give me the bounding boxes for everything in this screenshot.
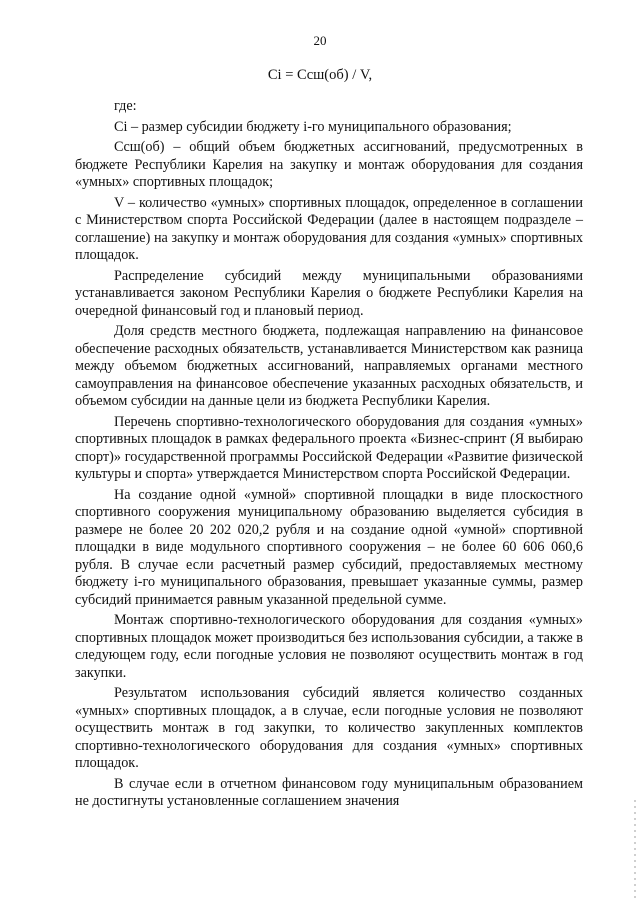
paragraph-where: где: bbox=[114, 98, 137, 114]
paragraph-result: Результатом использования субсидий является количество созданных «умных» спортивных площадок, а в случае, если погодные условия не позволяют осуществить монтаж в год закупки, то количество закупленных комплектов спортивно-технологического оборудования для создания «умных» спортивных площадок. bbox=[75, 685, 583, 771]
paragraph-ci-definition: Ci – размер субсидии бюджету i-го муниципального образования; bbox=[114, 118, 512, 135]
paragraph-csh-definition: Ccш(об) – общий объем бюджетных ассигнований, предусмотренных в бюджете Республики Карелия на закупку и монтаж оборудования для создания «умных» спортивных площадок; bbox=[75, 139, 583, 190]
paragraph-v-definition: V – количество «умных» спортивных площадок, определенное в соглашении с Министерством спорта Российской Федерации (далее в настоящем подразделе – соглашение) на закупку и монтаж оборудования для создания «умных» спортивных площадок. bbox=[75, 194, 583, 263]
page-number: 20 bbox=[313, 33, 327, 48]
paragraph-installation: Монтаж спортивно-технологического оборудования для создания «умных» спортивных площадок может производиться без использования субсидии, а также в следующем году, если погодные условия не позволяют осуществить монтаж в год закупки. bbox=[75, 612, 583, 681]
scan-edge-mark bbox=[634, 800, 636, 900]
subsidy-formula: Ci = Ccш(об) / V, bbox=[267, 67, 373, 83]
paragraph-distribution: Распределение субсидий между муниципальными образованиями устанавливается законом Республики Карелия о бюджете Республики Карелия на очередной финансовый год и плановый период. bbox=[75, 267, 583, 319]
paragraph-subsidy-amounts: На создание одной «умной» спортивной площадки в виде плоскостного спортивного сооружения муниципальному образованию выделяется субсидия в размере не более 20 202 020,2 рубля и на создание одной «умной» спортивной площадки в виде модульного спортивного сооружения – не более 60 606 060,6 рубля. В случае если расчетный размер субсидий, предоставляемых местному бюджету i-го муниципального образования, превышает указанные суммы, размер субсидий принимается равным указанной предельной сумме. bbox=[75, 486, 583, 608]
paragraph-equipment-list: Перечень спортивно-технологического оборудования для создания «умных» спортивных площадок в рамках федерального проекта «Бизнес-спринт (Я выбираю спорт)» государственной программы Российской Федерации «Развитие физической культуры и спорта» утверждается Министерством спорта Российской Федерации. bbox=[75, 413, 583, 482]
paragraph-local-budget-share: Доля средств местного бюджета, подлежащая направлению на финансовое обеспечение расходных обязательств, устанавливается Министерством как разница между объемом бюджетных ассигнований, направляемых органами местного самоуправления на финансовое обеспечение указанных расходных обязательств, и объемом субсидии на данные цели из бюджета Республики Карелия. bbox=[75, 323, 583, 409]
paragraph-not-achieved: В случае если в отчетном финансовом году муниципальным образованием не достигнуты установленные соглашением значения bbox=[75, 775, 583, 809]
document-body bbox=[75, 98, 583, 814]
